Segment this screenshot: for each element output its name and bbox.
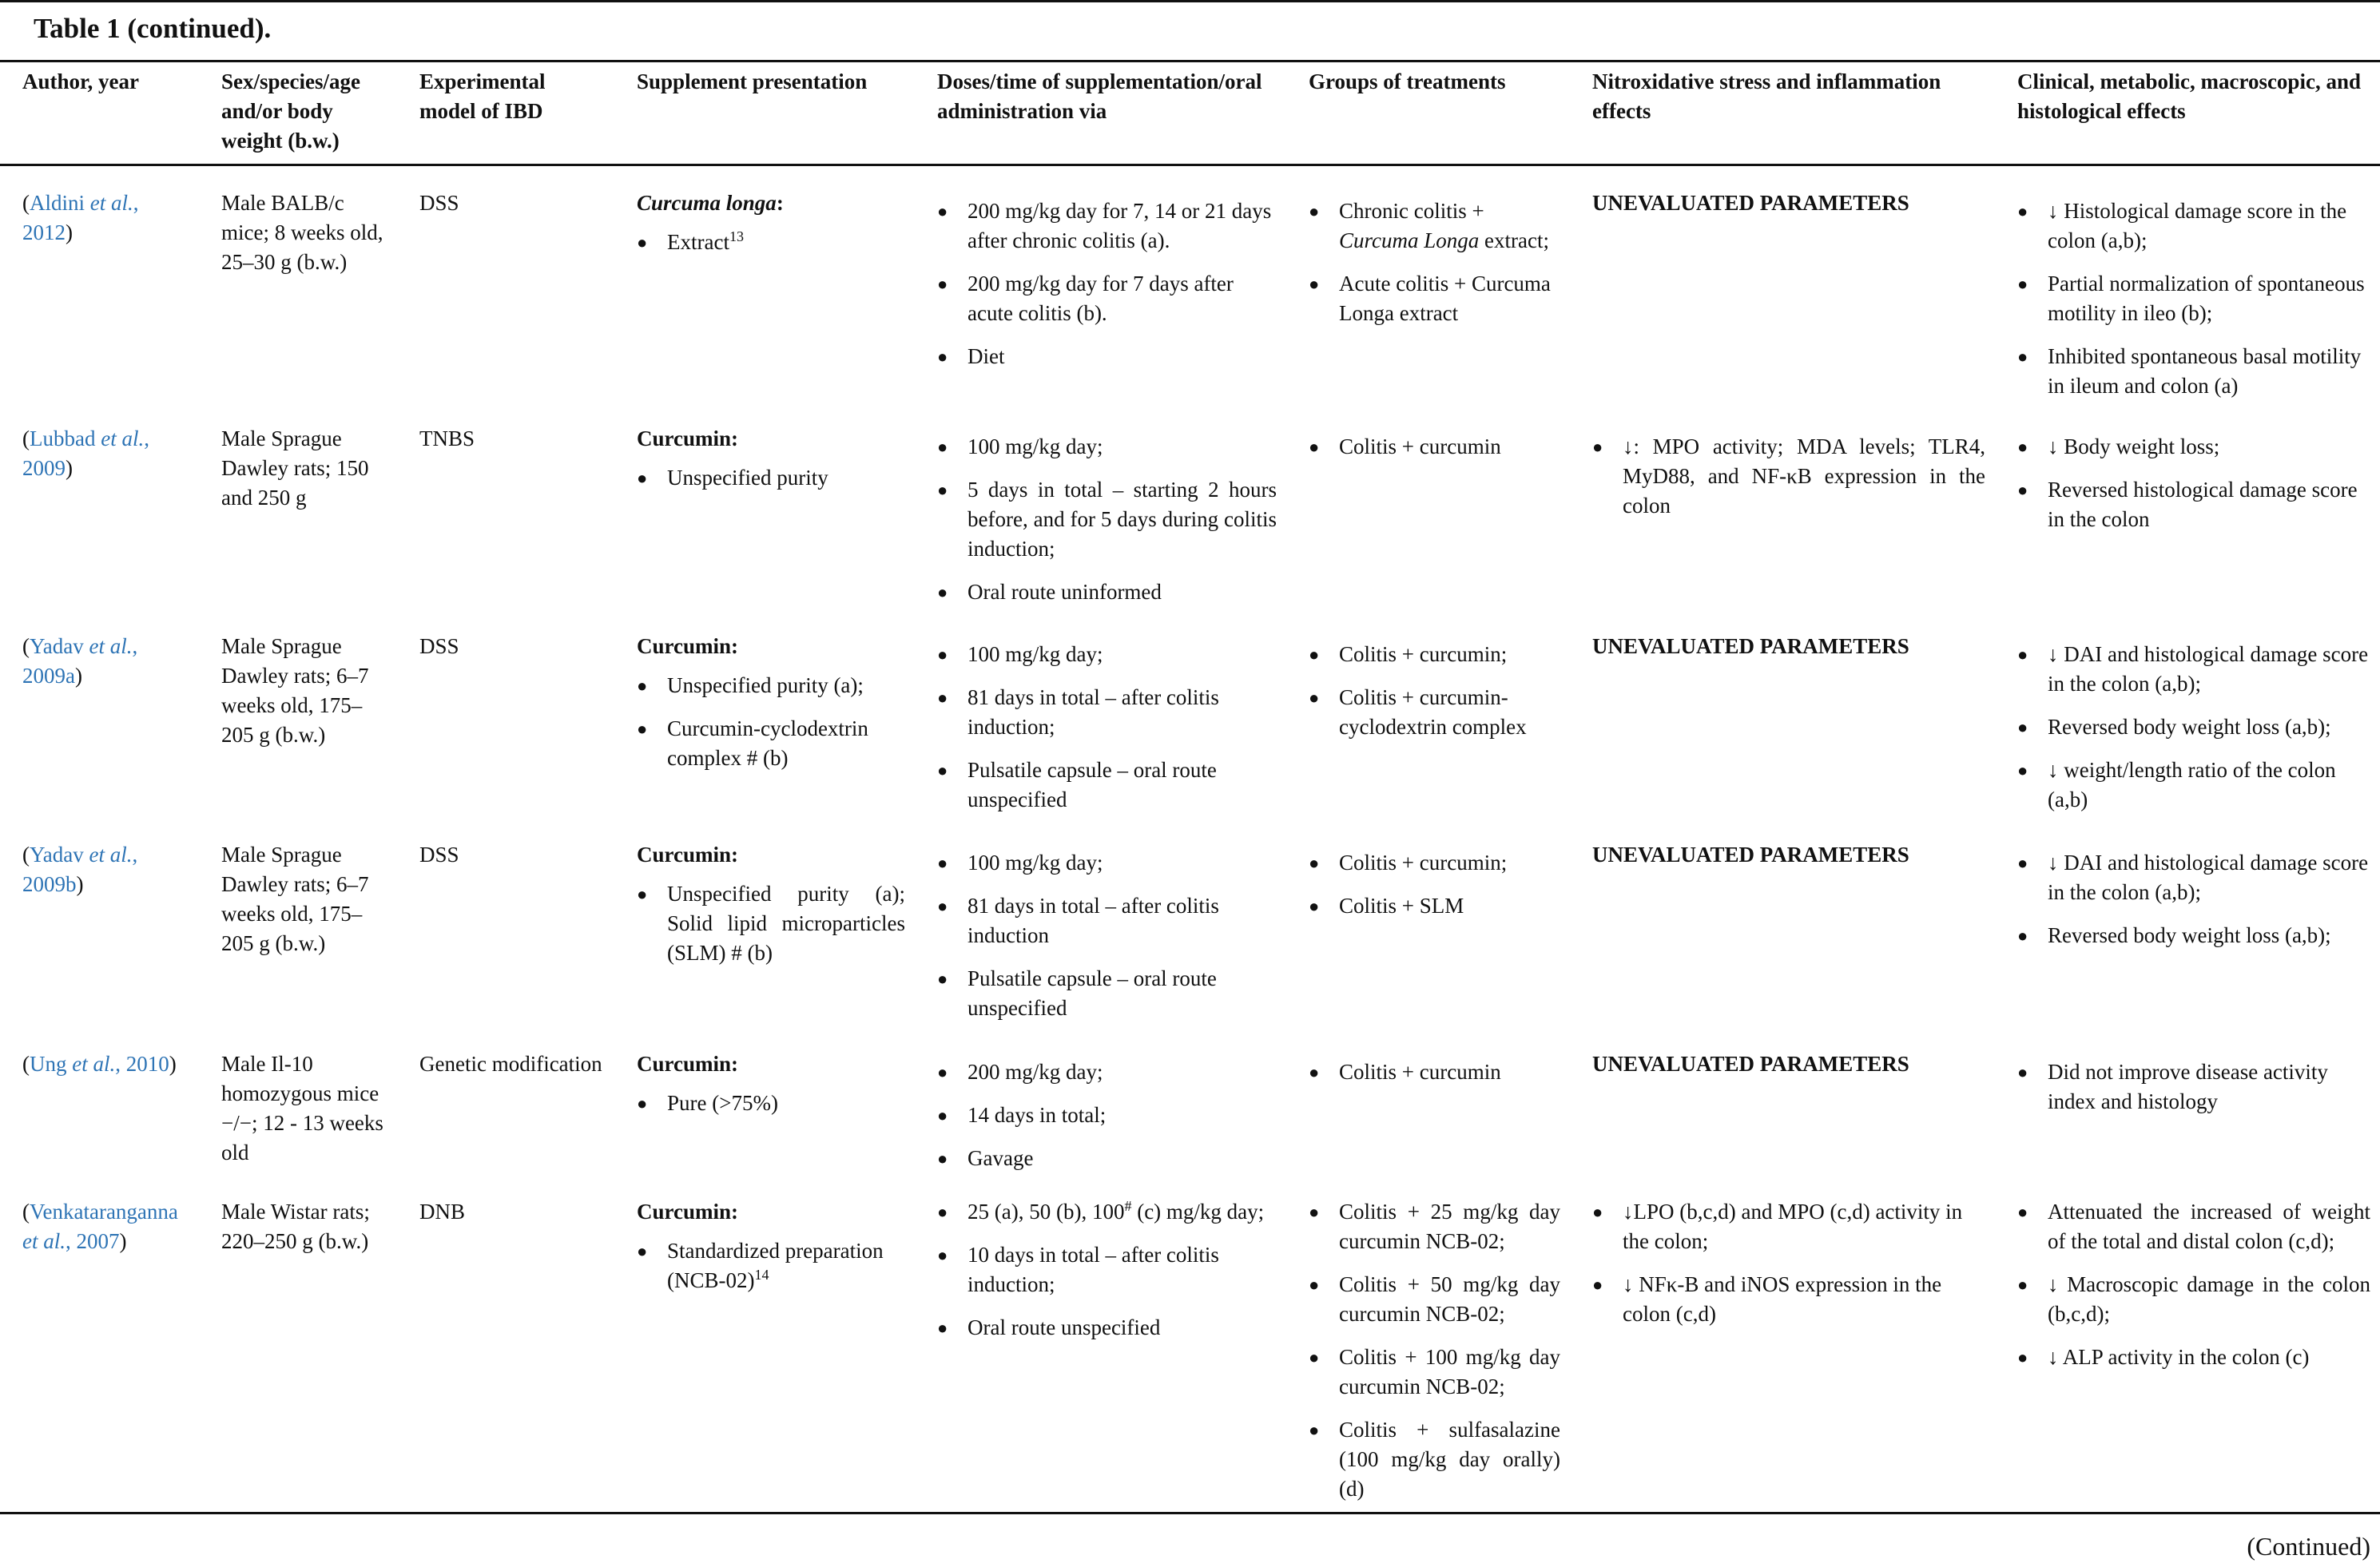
table-row xyxy=(0,609,2380,818)
supplement-cell xyxy=(614,609,915,818)
header-nitro: Nitroxidative stress and inflammation effects xyxy=(1570,62,1995,165)
list-item: ● Colitis + 50 mg/kg day curcumin NCB-02; xyxy=(1309,1270,1560,1329)
groups-cell xyxy=(1286,402,1570,609)
model-cell: DSS xyxy=(419,633,459,658)
list-item: ● Diet xyxy=(937,342,1277,371)
list-item: ● Unspecified purity xyxy=(637,463,905,493)
sex-cell: Male Wistar rats; 220–250 g (b.w.) xyxy=(221,1199,370,1253)
nitro-cell: UNEVALUATED PARAMETERS xyxy=(1592,191,1909,215)
data-table xyxy=(0,62,2380,1514)
model-cell: DSS xyxy=(419,842,459,867)
list-item: ● Pulsatile capsule – oral route unspecified xyxy=(937,964,1277,1023)
list-item: ● Standardized preparation $(NCB-02)^{14}$ xyxy=(637,1236,905,1295)
list-item: ● Unspecified purity (a); Solid lipid microparticles (SLM) # (b) xyxy=(637,879,905,968)
groups-cell xyxy=(1286,1175,1570,1513)
nitro-cell: UNEVALUATED PARAMETERS xyxy=(1592,842,1909,867)
list-item: ● ↓ Macroscopic damage in the colon (b,c,d); xyxy=(2017,1270,2370,1329)
list-item: ● Colitis + SLM xyxy=(1309,891,1560,921)
groups-cell xyxy=(1286,818,1570,1027)
header-row xyxy=(0,62,2380,165)
citation-link[interactable]: Venkataranganna et al., 2007 xyxy=(22,1199,178,1253)
list-item: ● ↓ weight/length ratio of the colon (a,b) xyxy=(2017,756,2370,815)
list-item: ● 25 (a), 50 (b), 100# (c) mg/kg day; xyxy=(937,1197,1277,1227)
groups-cell xyxy=(1286,1027,1570,1175)
sex-cell: Male Sprague Dawley rats; 6–7 weeks old, 175–205 g (b.w.) xyxy=(221,842,369,955)
list-item: ● ↓ ALP activity in the colon (c) xyxy=(2017,1343,2370,1372)
supplement-cell xyxy=(614,402,915,609)
table-row xyxy=(0,818,2380,1027)
list-item: ● Acute colitis + Curcuma Longa extract xyxy=(1309,269,1560,328)
doses-cell xyxy=(915,1175,1286,1513)
clinical-cell xyxy=(1995,818,2380,1027)
supplement-title: Curcumin: xyxy=(637,426,739,450)
table-row xyxy=(0,165,2380,402)
model-cell: TNBS xyxy=(419,426,475,450)
citation-link[interactable]: Aldini et al., 2012 xyxy=(22,191,139,244)
list-item: ● Oral route uninformed xyxy=(937,577,1277,607)
supplement-cell: Curcuma longa: ● Extract$^{13}$ xyxy=(614,165,915,402)
header-supplement: Supplement presentation xyxy=(614,62,915,165)
header-doses: Doses/time of supplementation/oral administration via xyxy=(915,62,1286,165)
doses-cell xyxy=(915,1027,1286,1175)
citation-link[interactable]: Ung et al., 2010 xyxy=(30,1051,169,1076)
supplement-cell xyxy=(614,1027,915,1175)
model-cell: Genetic modification xyxy=(419,1051,602,1076)
list-item: ● Colitis + sulfasalazine (100 mg/kg day orally) (d) xyxy=(1309,1415,1560,1504)
doses-cell xyxy=(915,402,1286,609)
list-item: ● Reversed body weight loss (a,b); xyxy=(2017,921,2370,950)
list-item: ● ↓ NFκ-B and iNOS expression in the colon (c,d) xyxy=(1592,1270,1985,1329)
list-item: ● Chronic colitis + Curcuma Longa extract; xyxy=(1309,196,1560,256)
list-item: ● Gavage xyxy=(937,1144,1277,1173)
supplement-cell xyxy=(614,818,915,1027)
clinical-cell xyxy=(1995,402,2380,609)
list-item: ● ↓ Body weight loss; xyxy=(2017,432,2370,462)
author-cell: (Lubbad et al., 2009) xyxy=(22,426,149,480)
groups-cell xyxy=(1286,609,1570,818)
list-item: ● ↓ DAI and histological damage score in the colon (a,b); xyxy=(2017,848,2370,907)
nitro-cell xyxy=(1570,1175,1995,1513)
list-item: ● Reversed body weight loss (a,b); xyxy=(2017,712,2370,742)
list-item: ● ↓: MPO activity; MDA levels; TLR4, MyD88, and NF-κB expression in the colon xyxy=(1592,432,1985,521)
author-cell: (Aldini et al., 2012) xyxy=(22,191,139,244)
list-item: ● ↓ DAI and histological damage score in the colon (a,b); xyxy=(2017,640,2370,699)
list-item: ● ↓LPO (b,c,d) and MPO (c,d) activity in the colon; xyxy=(1592,1197,1985,1256)
list-item: ● Extract$^{13}$ xyxy=(637,228,905,257)
list-item: ● Pulsatile capsule – oral route unspecified xyxy=(937,756,1277,815)
author-cell: (Venkataranganna et al., 2007) xyxy=(22,1199,178,1253)
list-item: ● Colitis + curcumin xyxy=(1309,1057,1560,1087)
header-clinical: Clinical, metabolic, macroscopic, and histological effects xyxy=(1995,62,2380,165)
list-item: ● 100 mg/kg day; xyxy=(937,640,1277,669)
citation-link[interactable]: Yadav et al., 2009a xyxy=(22,633,138,688)
sex-cell: Male BALB/c mice; 8 weeks old, 25–30 g (b.w.) xyxy=(221,191,383,274)
list-item: ● Attenuated the increased of weight of the total and distal colon (c,d); xyxy=(2017,1197,2370,1256)
list-item: ● Colitis + curcumin; xyxy=(1309,848,1560,878)
list-item: ● 81 days in total – after colitis induction xyxy=(937,891,1277,950)
list-item: ● ↓ Histological damage score in the colon (a,b); xyxy=(2017,196,2370,256)
table-caption-bar xyxy=(0,0,2380,62)
nitro-cell: UNEVALUATED PARAMETERS xyxy=(1592,633,1909,658)
list-item: ● Colitis + curcumin xyxy=(1309,432,1560,462)
doses-cell xyxy=(915,609,1286,818)
list-item: ● Colitis + 25 mg/kg day curcumin NCB-02; xyxy=(1309,1197,1560,1256)
list-item: ● Reversed histological damage score in the colon xyxy=(2017,475,2370,534)
list-item: ● Curcumin-cyclodextrin complex # (b) xyxy=(637,714,905,773)
table-row xyxy=(0,1175,2380,1513)
list-item: ● Unspecified purity (a); xyxy=(637,671,905,700)
list-item: ● 81 days in total – after colitis induction; xyxy=(937,683,1277,742)
clinical-cell xyxy=(1995,1175,2380,1513)
continued-label: (Continued) xyxy=(2247,1532,2370,1561)
list-item: ● 100 mg/kg day; xyxy=(937,432,1277,462)
doses-cell xyxy=(915,165,1286,402)
header-groups: Groups of treatments xyxy=(1286,62,1570,165)
list-item: ● Partial normalization of spontaneous motility in ileo (b); xyxy=(2017,269,2370,328)
citation-link[interactable]: Yadav et al., 2009b xyxy=(22,842,138,896)
table-row xyxy=(0,402,2380,609)
list-item: ● Colitis + curcumin-cyclodextrin complex xyxy=(1309,683,1560,742)
supplement-title: Curcumin: xyxy=(637,633,739,658)
list-item: ● 200 mg/kg day; xyxy=(937,1057,1277,1087)
doses-cell xyxy=(915,818,1286,1027)
list-item: ● Oral route unspecified xyxy=(937,1313,1277,1343)
author-cell: (Ung et al., 2010) xyxy=(22,1051,177,1076)
list-item: ● Inhibited spontaneous basal motility in ileum and colon (a) xyxy=(2017,342,2370,401)
list-item: ● Pure (>75%) xyxy=(637,1089,905,1118)
list-item: ● 100 mg/kg day; xyxy=(937,848,1277,878)
clinical-cell xyxy=(1995,165,2380,402)
clinical-cell xyxy=(1995,1027,2380,1175)
nitro-cell xyxy=(1570,402,1995,609)
supplement-title: Curcumin: xyxy=(637,842,739,867)
sex-cell: Male Il-10 homozygous mice −/−; 12 - 13 weeks old xyxy=(221,1051,383,1164)
supplement-cell xyxy=(614,1175,915,1513)
model-cell: DSS xyxy=(419,191,459,215)
author-cell: (Yadav et al., 2009a) xyxy=(22,633,138,688)
table-row xyxy=(0,1027,2380,1175)
author-cell: (Yadav et al., 2009b) xyxy=(22,842,138,896)
table-caption: Table 1 (continued). xyxy=(34,13,272,44)
nitro-cell: UNEVALUATED PARAMETERS xyxy=(1592,1051,1909,1076)
clinical-cell xyxy=(1995,609,2380,818)
header-model: Experimental model of IBD xyxy=(397,62,614,165)
list-item: ● 200 mg/kg day for 7, 14 or 21 days after chronic colitis (a). xyxy=(937,196,1277,256)
list-item: ● Did not improve disease activity index and histology xyxy=(2017,1057,2370,1117)
model-cell: DNB xyxy=(419,1199,466,1224)
supplement-title: Curcumin: xyxy=(637,1051,739,1076)
list-item: ● Colitis + 100 mg/kg day curcumin NCB-02; xyxy=(1309,1343,1560,1402)
list-item: ● 10 days in total – after colitis induction; xyxy=(937,1240,1277,1299)
groups-cell xyxy=(1286,165,1570,402)
list-item: ● 200 mg/kg day for 7 days after acute colitis (b). xyxy=(937,269,1277,328)
header-sex: Sex/species/age and/or body weight (b.w.) xyxy=(199,62,397,165)
header-author: Author, year xyxy=(0,62,199,165)
list-item: ● 5 days in total – starting 2 hours before, and for 5 days during colitis induction; xyxy=(937,475,1277,564)
supplement-title: Curcuma longa xyxy=(637,191,777,215)
sex-cell: Male Sprague Dawley rats; 6–7 weeks old, 175–205 g (b.w.) xyxy=(221,633,369,747)
list-item: ● 14 days in total; xyxy=(937,1101,1277,1130)
supplement-title: Curcumin: xyxy=(637,1199,739,1224)
sex-cell: Male Sprague Dawley rats; 150 and 250 g xyxy=(221,426,369,510)
list-item: ● Colitis + curcumin; xyxy=(1309,640,1560,669)
citation-link[interactable]: Lubbad et al., 2009 xyxy=(22,426,149,480)
